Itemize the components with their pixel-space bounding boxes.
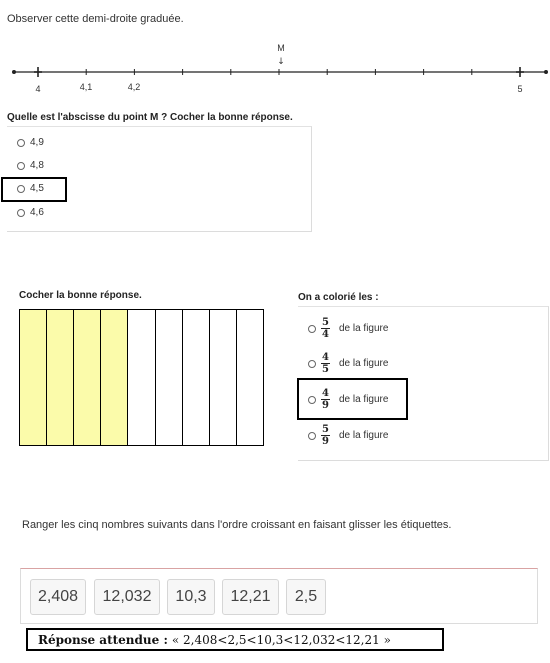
tick-label-4-2: 4,2 xyxy=(127,82,141,92)
strip-cell xyxy=(237,310,263,445)
tick-label-5: 5 xyxy=(517,84,523,94)
fraction-question-title: Cocher la bonne réponse. xyxy=(19,290,142,301)
tick-label-4: 4 xyxy=(35,84,41,94)
point-m-label: M xyxy=(277,43,285,53)
strip-cell-colored xyxy=(20,310,47,445)
fraction-answer-highlight-box xyxy=(297,378,408,420)
strip-cell-colored xyxy=(47,310,74,445)
answer-label: Réponse attendue : xyxy=(38,632,168,647)
strip-cell xyxy=(210,310,237,445)
drag-tag[interactable]: 12,032 xyxy=(94,579,160,615)
strip-cell xyxy=(183,310,210,445)
intro-text: Observer cette demi-droite graduée. xyxy=(7,13,184,25)
point-m-arrow: ↓ xyxy=(277,57,285,67)
option-5-9[interactable] xyxy=(308,424,388,447)
option-label: 4,6 xyxy=(30,207,44,218)
radio-button[interactable] xyxy=(308,360,316,368)
option-label: 4,8 xyxy=(30,160,44,171)
fraction-strip xyxy=(19,309,264,446)
drag-tag[interactable]: 2,5 xyxy=(286,579,326,615)
strip-cell-colored xyxy=(74,310,101,445)
numerator: 5 xyxy=(322,424,329,435)
option-5-4[interactable] xyxy=(308,317,388,340)
number-line xyxy=(0,40,550,100)
drag-tag[interactable]: 10,3 xyxy=(167,579,215,615)
denominator: 4 xyxy=(322,329,329,340)
question-title: Quelle est l'abscisse du point M ? Cocher la bonne réponse. xyxy=(7,112,293,123)
numerator: 5 xyxy=(322,317,329,328)
strip-cell-colored xyxy=(101,310,128,445)
drag-tags-container xyxy=(20,568,538,624)
denominator: 9 xyxy=(322,436,329,447)
radio-button[interactable] xyxy=(17,139,25,147)
answer-value: « 2,408<2,5<10,3<12,032<12,21 » xyxy=(171,632,391,647)
drag-tag[interactable]: 2,408 xyxy=(30,579,86,615)
numerator: 4 xyxy=(322,388,329,399)
option-4-5-frac[interactable] xyxy=(308,352,388,375)
option-label: 4,9 xyxy=(30,137,44,148)
fraction xyxy=(321,317,330,340)
fraction xyxy=(321,424,330,447)
denominator: 9 xyxy=(322,400,329,411)
option-suffix: de la figure xyxy=(338,358,389,369)
radio-button[interactable] xyxy=(17,209,25,217)
radio-button[interactable] xyxy=(308,325,316,333)
sort-instruction: Ranger les cinq nombres suivants dans l'ordre croissant en faisant glisser les étiquettes. xyxy=(22,519,452,531)
expected-answer-box xyxy=(26,628,444,651)
fraction xyxy=(321,352,330,375)
option-4-6[interactable] xyxy=(17,207,44,218)
strip-cell xyxy=(128,310,155,445)
option-suffix: de la figure xyxy=(338,394,389,405)
radio-button[interactable] xyxy=(308,432,316,440)
tick-label-4-1: 4,1 xyxy=(79,82,93,92)
denominator: 5 xyxy=(322,364,329,375)
option-4-9[interactable] xyxy=(17,137,44,148)
option-suffix: de la figure xyxy=(338,323,389,334)
answer-highlight-box xyxy=(1,177,67,202)
option-4-8[interactable] xyxy=(17,160,44,171)
radio-button[interactable] xyxy=(17,162,25,170)
fraction-prompt: On a colorié les : xyxy=(298,292,379,303)
numerator: 4 xyxy=(322,352,329,363)
strip-cell xyxy=(156,310,183,445)
option-label: 4,5 xyxy=(30,183,44,194)
number-line-origin-dot xyxy=(12,70,16,74)
option-suffix: de la figure xyxy=(338,430,389,441)
number-line-end-dot xyxy=(544,70,548,74)
drag-tag[interactable]: 12,21 xyxy=(222,579,279,615)
